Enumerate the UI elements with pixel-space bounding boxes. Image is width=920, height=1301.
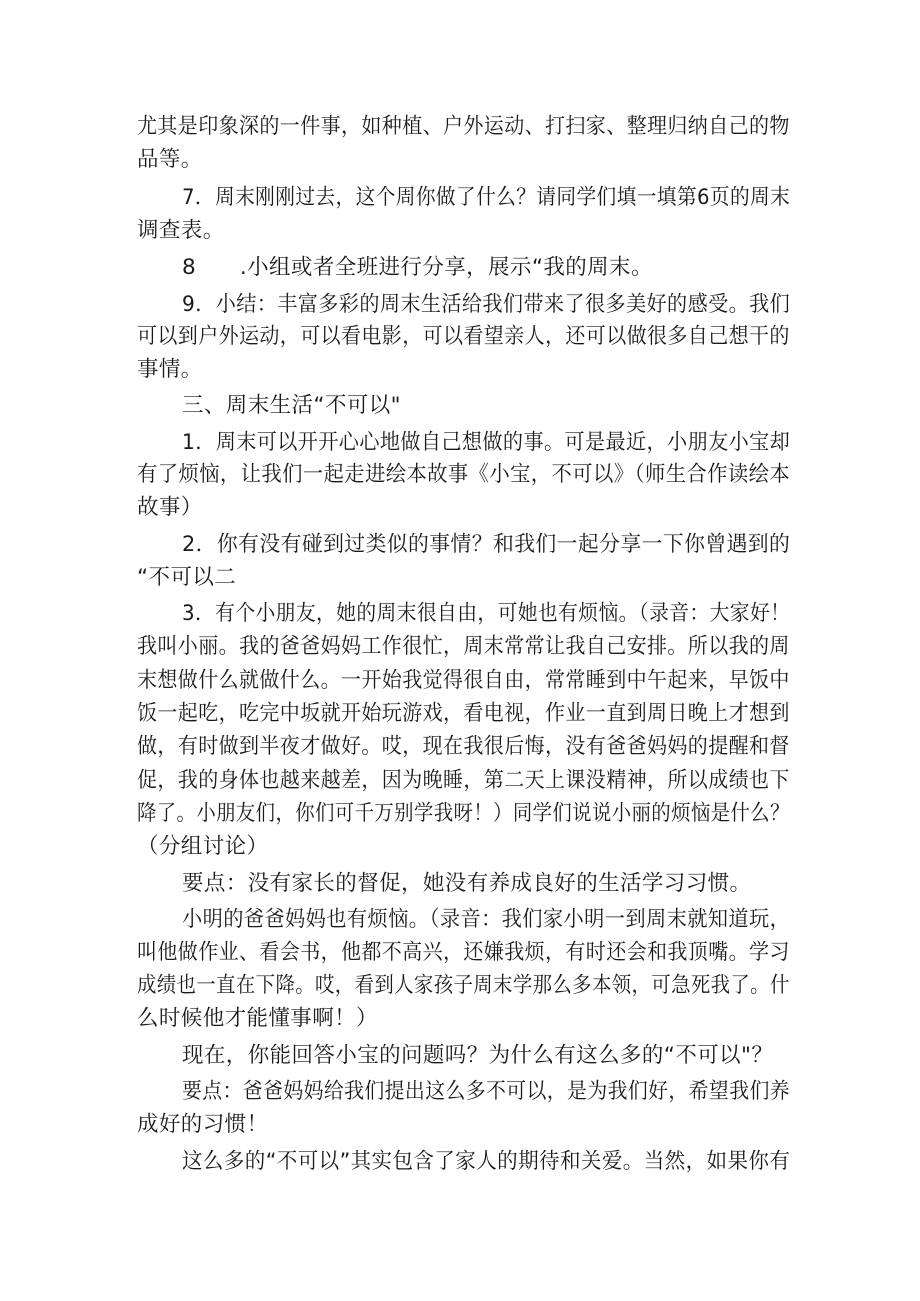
text-line: 事情。: [137, 357, 203, 382]
text-line: 品等。: [137, 147, 203, 172]
text-line: （分组讨论）: [137, 834, 269, 859]
section-heading: 三、周末生活“不可以": [182, 393, 401, 418]
text-line: 3．有个小朋友，她的周末很自由，可她也有烦恼。（录音：大家好！: [182, 601, 791, 626]
text-line: 9．小结：丰富多彩的周末生活给我们带来了很多美好的感受。我们: [182, 292, 791, 317]
text-line: 1．周末可以开开心心地做自己想做的事。可是最近，小朋友小宝却: [182, 430, 791, 455]
text-line: 末想做什么就做什么。一开始我觉得很自由，常常睡到中午起来，早饭中: [137, 668, 790, 693]
text-line: 成好的习惯！: [137, 1112, 269, 1137]
text-line: 要点：爸爸妈妈给我们提出这么多不可以，是为我们好，希望我们养: [182, 1079, 791, 1104]
text-line: 叫他做作业、看会书，他都不高兴，还嫌我烦，有时还会和我顶嘴。学习: [137, 940, 790, 965]
text-line: 降了。小朋友们，你们可千万别学我呀！）同学们说说小丽的烦恼是什么？: [137, 801, 790, 826]
text-line: 现在，你能回答小宝的问题吗？为什么有这么多的“不可以"？: [182, 1043, 774, 1068]
text-line: 饭一起吃，吃完中坂就开始玩游戏，看电视，作业一直到周日晚上才想到: [137, 701, 790, 726]
text-line: 调查表。: [137, 218, 225, 243]
text-line: 做，有时做到半夜才做好。哎，现在我很后悔，没有爸爸妈妈的提醒和督: [137, 734, 790, 759]
text-line: 小明的爸爸妈妈也有烦恼。（录音：我们家小明一到周末就知道玩，: [182, 907, 791, 932]
text-line: 我叫小丽。我的爸爸妈妈工作很忙，周末常常让我自己安排。所以我的周: [137, 634, 790, 659]
text-line: 尤其是印象深的一件事，如种植、户外运动、打扫家、整理归纳自己的物: [137, 114, 790, 139]
text-line: 促，我的身体也越来越差，因为晚睡，第二天上课没精神，所以成绩也下: [137, 768, 790, 793]
text-line: 要点：没有家长的督促，她没有养成良好的生活学习习惯。: [182, 871, 752, 896]
text-line: 这么多的“不可以”其实包含了家人的期待和关爱。当然，如果你有: [182, 1149, 791, 1174]
text-line: 有了烦恼，让我们一起走进绘本故事《小宝，不可以》（师生合作读绘本: [137, 462, 791, 487]
text-line: 2．你有没有碰到过类似的事情？和我们一起分享一下你曾遇到的: [182, 532, 791, 557]
text-line: 8 .小组或者全班进行分享，展示“我的周末。: [182, 255, 653, 280]
text-line: 7．周末刚刚过去，这个周你做了什么？请同学们填一填第6页的周末: [182, 185, 791, 210]
text-line: 故事）: [137, 495, 203, 520]
text-line: “不可以二: [137, 565, 237, 590]
text-line: 可以到户外运动，可以看电影，可以看望亲人，还可以做很多自己想干的: [137, 324, 790, 349]
text-line: 成绩也一直在下降。哎，看到人家孩子周末学那么多本领，可急死我了。什: [137, 973, 790, 998]
text-line: 么时候他才能懂事啊！）: [137, 1006, 378, 1031]
